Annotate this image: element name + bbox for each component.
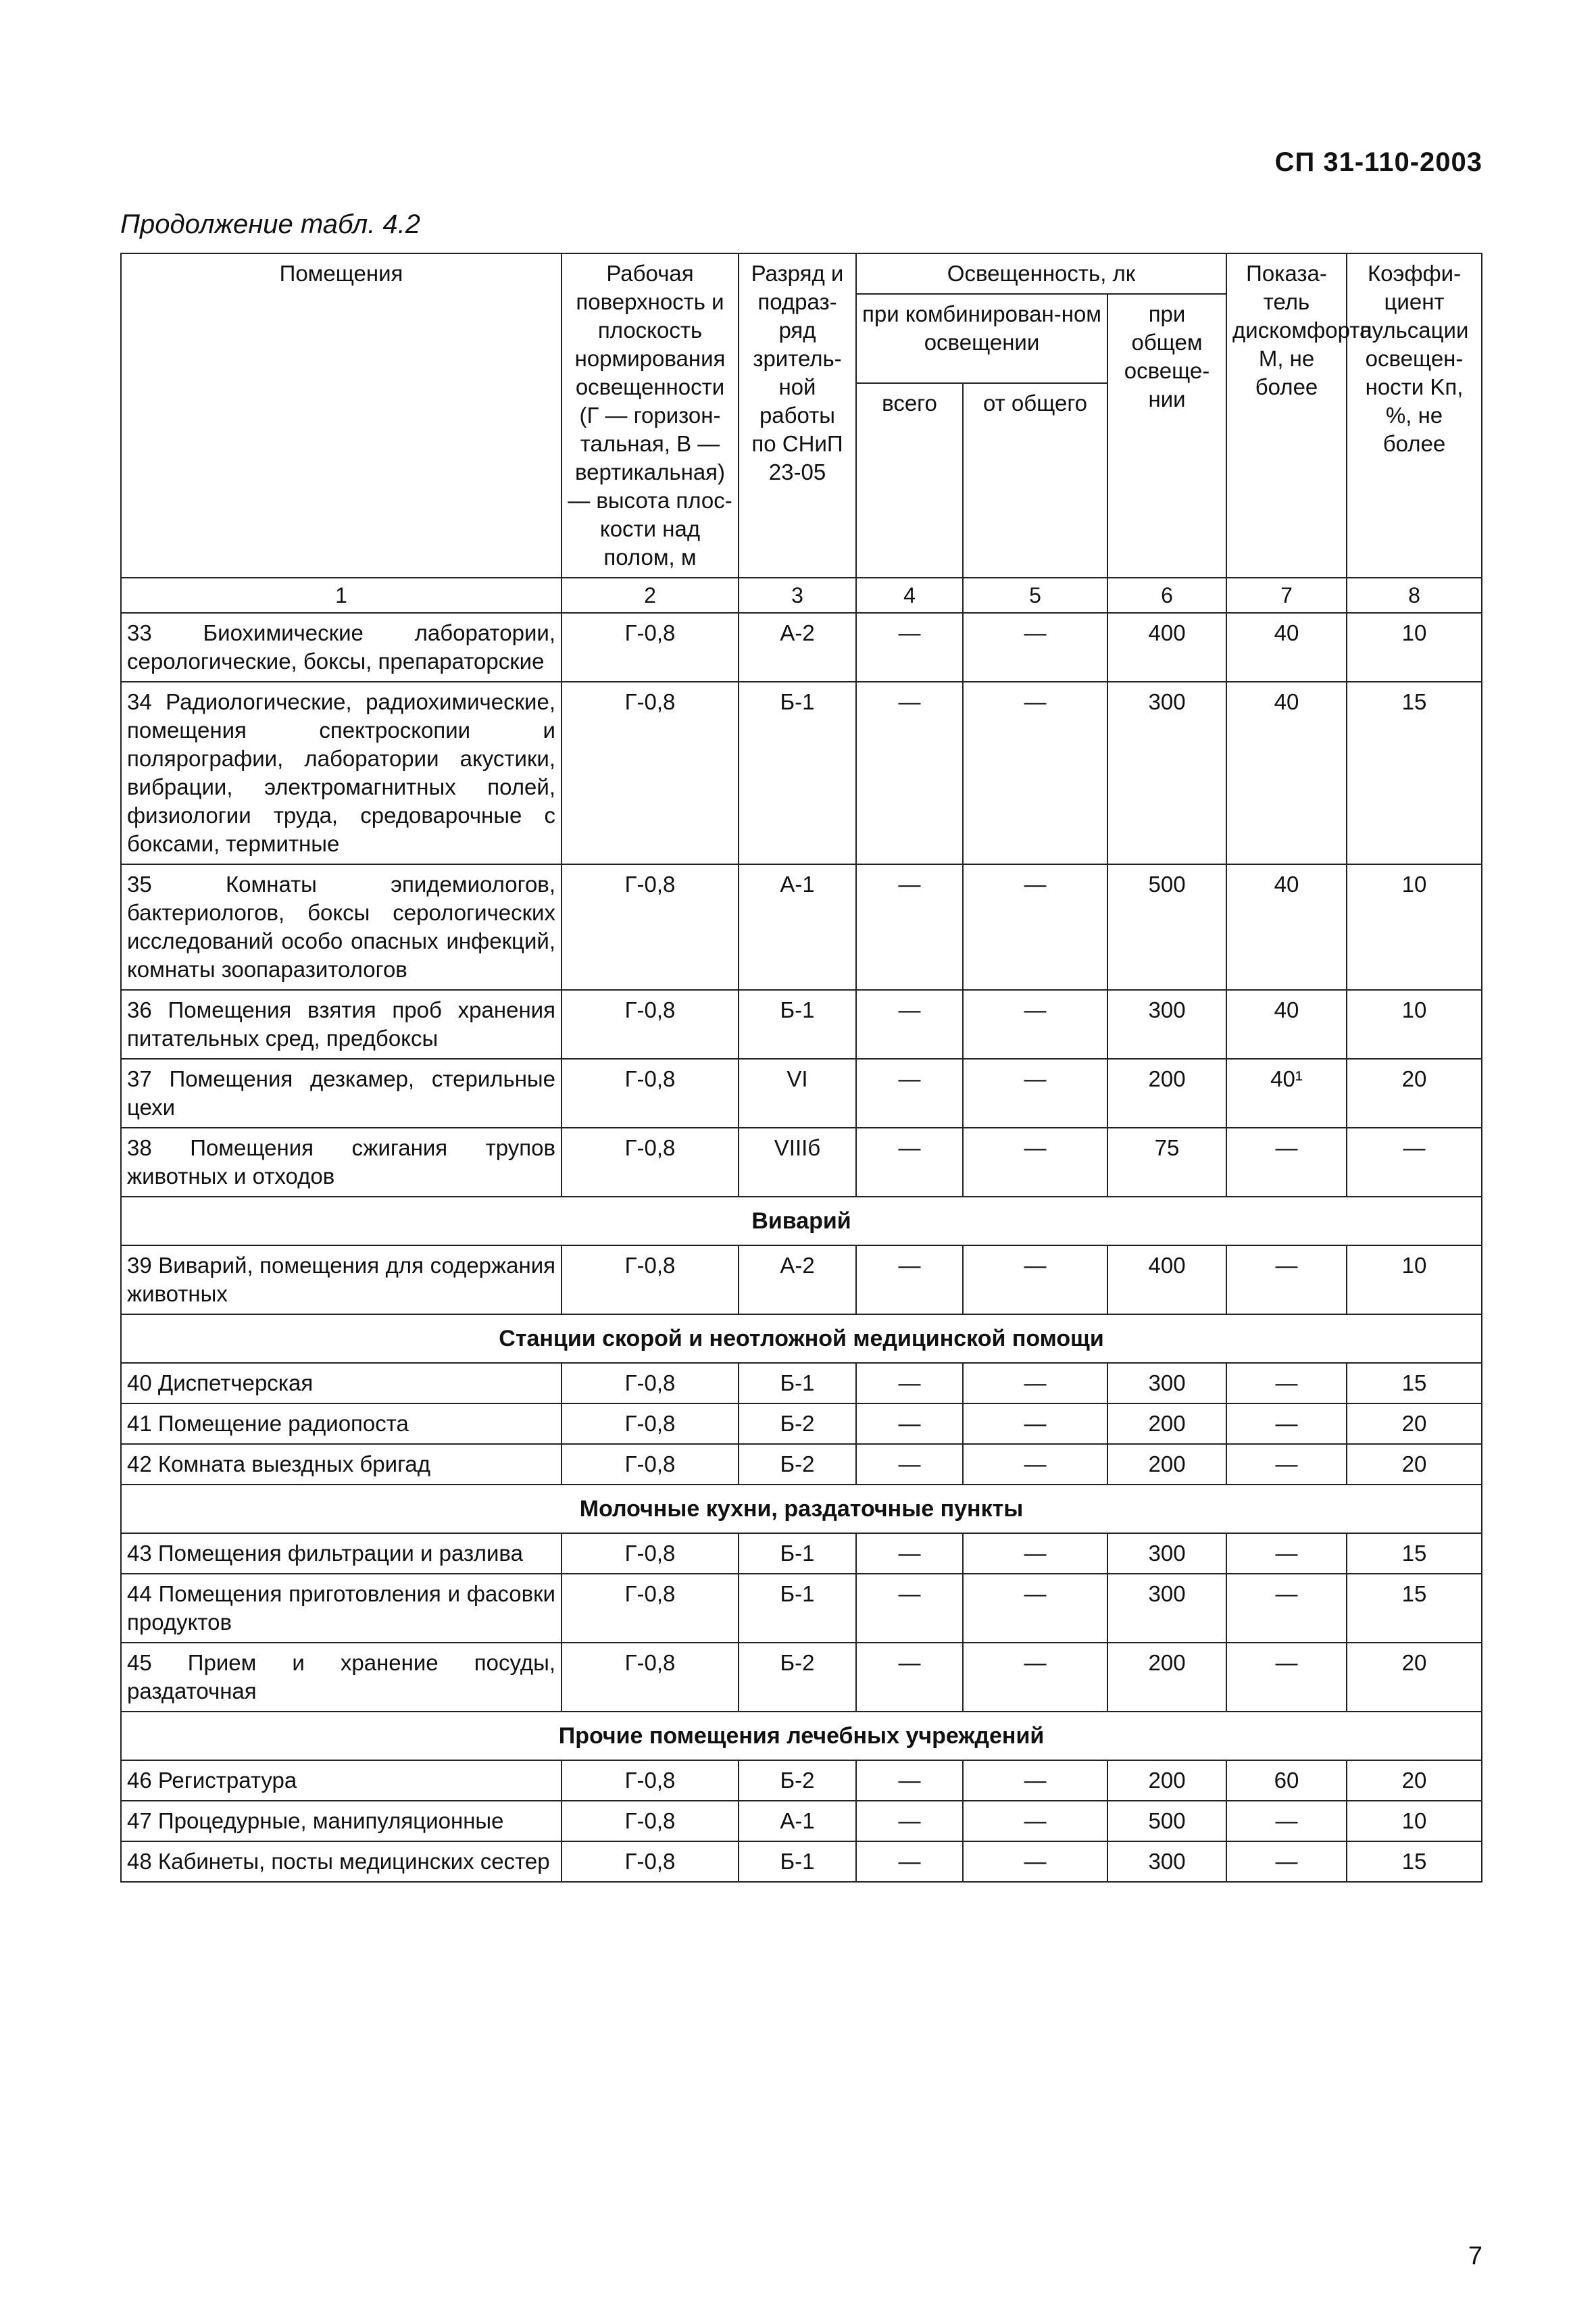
combined-total-cell: — [856, 682, 963, 864]
illuminance-table [120, 253, 1482, 1883]
pulsation-cell: 10 [1347, 864, 1482, 990]
combined-total-cell: — [856, 864, 963, 990]
category-cell: Б-1 [739, 682, 856, 864]
premises-cell: 46 Регистратура [121, 1760, 562, 1801]
category-cell: VIIIб [739, 1128, 856, 1197]
pulsation-cell: 10 [1347, 1245, 1482, 1314]
premises-cell: 42 Комната выездных бригад [121, 1444, 562, 1485]
premises-cell: 41 Помещение радиопоста [121, 1403, 562, 1444]
surface-cell: Г-0,8 [562, 1059, 739, 1128]
combined-total-cell: — [856, 1841, 963, 1882]
general-illuminance-cell: 200 [1107, 1643, 1226, 1712]
page-number: 7 [1468, 2242, 1482, 2270]
surface-cell: Г-0,8 [562, 864, 739, 990]
section-row [121, 1197, 1482, 1245]
discomfort-cell: — [1226, 1444, 1347, 1485]
category-cell: Б-1 [739, 990, 856, 1059]
premises-cell: 34 Радиологические, радиохимические, помещения спектроскопии и полярографии, лаборатории акустики, вибрации, электромагнитных полей, физиологии труда, средоварочные с боксами, термитные [121, 682, 562, 864]
pulsation-cell: 10 [1347, 613, 1482, 682]
premises-cell: 44 Помещения приготовления и фасовки продуктов [121, 1574, 562, 1643]
combined-total-cell: — [856, 1533, 963, 1574]
premises-cell: 48 Кабинеты, посты медицинских сестер [121, 1841, 562, 1882]
surface-cell: Г-0,8 [562, 613, 739, 682]
header-pulsation: Коэффи-циент пульсации освещен-ности Kп, %, не более [1347, 253, 1482, 578]
category-cell: Б-2 [739, 1760, 856, 1801]
surface-cell: Г-0,8 [562, 990, 739, 1059]
table-row [121, 1533, 1482, 1574]
premises-cell: 38 Помещения сжигания трупов животных и отходов [121, 1128, 562, 1197]
column-number: 7 [1226, 578, 1347, 613]
combined-from-general-cell: — [963, 1444, 1107, 1485]
combined-from-general-cell: — [963, 613, 1107, 682]
category-cell: Б-2 [739, 1403, 856, 1444]
pulsation-cell: 15 [1347, 1533, 1482, 1574]
header-discomfort: Показа-тель дискомфорта M, не более [1226, 253, 1347, 578]
header-combined: при комбинирован-ном освещении [856, 294, 1107, 383]
premises-cell: 47 Процедурные, манипуляционные [121, 1801, 562, 1841]
category-cell: А-1 [739, 864, 856, 990]
general-illuminance-cell: 200 [1107, 1403, 1226, 1444]
premises-cell: 45 Прием и хранение посуды, раздаточная [121, 1643, 562, 1712]
header-category: Разряд и подраз-ряд зритель-ной работы по СНиП 23-05 [739, 253, 856, 578]
discomfort-cell: 60 [1226, 1760, 1347, 1801]
discomfort-cell: — [1226, 1245, 1347, 1314]
category-cell: Б-1 [739, 1574, 856, 1643]
category-cell: Б-1 [739, 1363, 856, 1403]
discomfort-cell: 40 [1226, 682, 1347, 864]
general-illuminance-cell: 500 [1107, 1801, 1226, 1841]
column-numbers-row [121, 578, 1482, 613]
discomfort-cell: 40¹ [1226, 1059, 1347, 1128]
table-row [121, 1841, 1482, 1882]
general-illuminance-cell: 300 [1107, 1574, 1226, 1643]
general-illuminance-cell: 300 [1107, 682, 1226, 864]
combined-total-cell: — [856, 1444, 963, 1485]
column-number: 2 [562, 578, 739, 613]
section-title: Молочные кухни, раздаточные пункты [121, 1485, 1482, 1533]
category-cell: Б-1 [739, 1533, 856, 1574]
combined-total-cell: — [856, 613, 963, 682]
surface-cell: Г-0,8 [562, 1801, 739, 1841]
header-illuminance: Освещенность, лк [856, 253, 1226, 294]
table-row [121, 1403, 1482, 1444]
surface-cell: Г-0,8 [562, 1760, 739, 1801]
table-row [121, 1801, 1482, 1841]
section-title: Станции скорой и неотложной медицинской помощи [121, 1314, 1482, 1363]
pulsation-cell: 20 [1347, 1760, 1482, 1801]
category-cell: А-2 [739, 613, 856, 682]
table-row [121, 613, 1482, 682]
discomfort-cell: — [1226, 1841, 1347, 1882]
surface-cell: Г-0,8 [562, 682, 739, 864]
table-row [121, 1760, 1482, 1801]
general-illuminance-cell: 200 [1107, 1059, 1226, 1128]
table-row [121, 1444, 1482, 1485]
combined-from-general-cell: — [963, 1403, 1107, 1444]
surface-cell: Г-0,8 [562, 1403, 739, 1444]
general-illuminance-cell: 300 [1107, 1533, 1226, 1574]
premises-cell: 39 Виварий, помещения для содержания животных [121, 1245, 562, 1314]
discomfort-cell: — [1226, 1574, 1347, 1643]
table-row [121, 1363, 1482, 1403]
combined-total-cell: — [856, 1801, 963, 1841]
pulsation-cell: 20 [1347, 1059, 1482, 1128]
general-illuminance-cell: 300 [1107, 1363, 1226, 1403]
combined-total-cell: — [856, 1363, 963, 1403]
combined-from-general-cell: — [963, 864, 1107, 990]
combined-from-general-cell: — [963, 1059, 1107, 1128]
surface-cell: Г-0,8 [562, 1128, 739, 1197]
pulsation-cell: 15 [1347, 1574, 1482, 1643]
discomfort-cell: 40 [1226, 864, 1347, 990]
general-illuminance-cell: 300 [1107, 990, 1226, 1059]
column-number: 1 [121, 578, 562, 613]
surface-cell: Г-0,8 [562, 1574, 739, 1643]
combined-from-general-cell: — [963, 1801, 1107, 1841]
category-cell: Б-2 [739, 1444, 856, 1485]
pulsation-cell: 10 [1347, 990, 1482, 1059]
general-illuminance-cell: 200 [1107, 1760, 1226, 1801]
combined-total-cell: — [856, 1059, 963, 1128]
premises-cell: 33 Биохимические лаборатории, серологические, боксы, препараторские [121, 613, 562, 682]
surface-cell: Г-0,8 [562, 1444, 739, 1485]
pulsation-cell: 15 [1347, 682, 1482, 864]
table-row [121, 682, 1482, 864]
table-row [121, 990, 1482, 1059]
category-cell: Б-2 [739, 1643, 856, 1712]
general-illuminance-cell: 400 [1107, 613, 1226, 682]
table-row [121, 1643, 1482, 1712]
pulsation-cell: 20 [1347, 1403, 1482, 1444]
section-title: Прочие помещения лечебных учреждений [121, 1712, 1482, 1760]
premises-cell: 43 Помещения фильтрации и разлива [121, 1533, 562, 1574]
table-row [121, 1128, 1482, 1197]
discomfort-cell: — [1226, 1533, 1347, 1574]
combined-total-cell: — [856, 1245, 963, 1314]
category-cell: А-2 [739, 1245, 856, 1314]
combined-from-general-cell: — [963, 990, 1107, 1059]
combined-total-cell: — [856, 1760, 963, 1801]
pulsation-cell: 20 [1347, 1643, 1482, 1712]
surface-cell: Г-0,8 [562, 1245, 739, 1314]
header-total: всего [856, 383, 963, 578]
discomfort-cell: — [1226, 1363, 1347, 1403]
column-number: 4 [856, 578, 963, 613]
section-row [121, 1712, 1482, 1760]
pulsation-cell: — [1347, 1128, 1482, 1197]
surface-cell: Г-0,8 [562, 1841, 739, 1882]
general-illuminance-cell: 400 [1107, 1245, 1226, 1314]
header-work-surface: Рабочая поверхность и плоскость нормирования освещенности (Г — горизон-тальная, В — вертикальная) — высота плос-кости над полом, м [562, 253, 739, 578]
premises-cell: 36 Помещения взятия проб хранения питательных сред, предбоксы [121, 990, 562, 1059]
category-cell: Б-1 [739, 1841, 856, 1882]
general-illuminance-cell: 300 [1107, 1841, 1226, 1882]
surface-cell: Г-0,8 [562, 1363, 739, 1403]
table-row [121, 1059, 1482, 1128]
table-body [121, 613, 1482, 1882]
general-illuminance-cell: 500 [1107, 864, 1226, 990]
combined-total-cell: — [856, 1643, 963, 1712]
surface-cell: Г-0,8 [562, 1533, 739, 1574]
premises-cell: 35 Комнаты эпидемиологов, бактериологов, боксы серологических исследований особо опасных инфекций, комнаты зоопаразитологов [121, 864, 562, 990]
table-row [121, 1245, 1482, 1314]
combined-from-general-cell: — [963, 682, 1107, 864]
combined-from-general-cell: — [963, 1128, 1107, 1197]
document-code: СП 31-110-2003 [1274, 147, 1482, 177]
table-caption: Продолжение табл. 4.2 [120, 209, 421, 239]
table-row [121, 1574, 1482, 1643]
header-general: при общем освеще-нии [1107, 294, 1226, 578]
header-from-general: от общего [963, 383, 1107, 578]
section-title: Виварий [121, 1197, 1482, 1245]
pulsation-cell: 10 [1347, 1801, 1482, 1841]
header-premises: Помещения [121, 253, 562, 578]
combined-from-general-cell: — [963, 1363, 1107, 1403]
combined-from-general-cell: — [963, 1533, 1107, 1574]
combined-total-cell: — [856, 1403, 963, 1444]
combined-from-general-cell: — [963, 1643, 1107, 1712]
discomfort-cell: — [1226, 1128, 1347, 1197]
pulsation-cell: 20 [1347, 1444, 1482, 1485]
combined-total-cell: — [856, 1128, 963, 1197]
column-number: 8 [1347, 578, 1482, 613]
table-row [121, 864, 1482, 990]
premises-cell: 37 Помещения дезкамер, стерильные цехи [121, 1059, 562, 1128]
section-row [121, 1485, 1482, 1533]
column-number: 3 [739, 578, 856, 613]
general-illuminance-cell: 200 [1107, 1444, 1226, 1485]
combined-from-general-cell: — [963, 1574, 1107, 1643]
section-row [121, 1314, 1482, 1363]
category-cell: А-1 [739, 1801, 856, 1841]
column-number: 5 [963, 578, 1107, 613]
combined-from-general-cell: — [963, 1841, 1107, 1882]
discomfort-cell: — [1226, 1403, 1347, 1444]
premises-cell: 40 Диспетчерская [121, 1363, 562, 1403]
discomfort-cell: — [1226, 1801, 1347, 1841]
general-illuminance-cell: 75 [1107, 1128, 1226, 1197]
combined-total-cell: — [856, 990, 963, 1059]
category-cell: VI [739, 1059, 856, 1128]
combined-from-general-cell: — [963, 1760, 1107, 1801]
combined-total-cell: — [856, 1574, 963, 1643]
column-number: 6 [1107, 578, 1226, 613]
discomfort-cell: — [1226, 1643, 1347, 1712]
discomfort-cell: 40 [1226, 613, 1347, 682]
combined-from-general-cell: — [963, 1245, 1107, 1314]
pulsation-cell: 15 [1347, 1363, 1482, 1403]
surface-cell: Г-0,8 [562, 1643, 739, 1712]
discomfort-cell: 40 [1226, 990, 1347, 1059]
pulsation-cell: 15 [1347, 1841, 1482, 1882]
